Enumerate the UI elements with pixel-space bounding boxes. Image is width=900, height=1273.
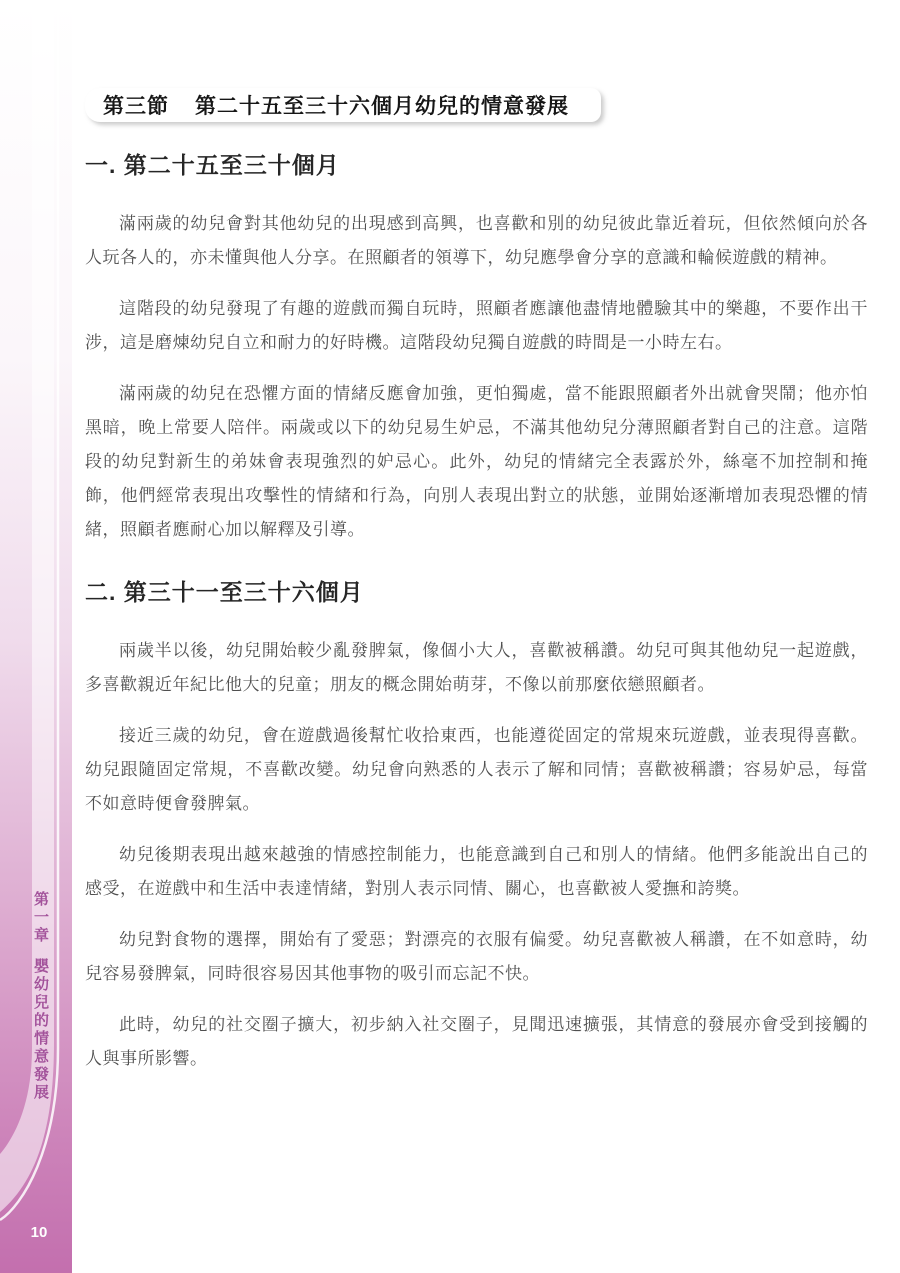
chapter-sidebar [0, 0, 72, 1273]
paragraph-1-1: 滿兩歲的幼兒會對其他幼兒的出現感到高興，也喜歡和別的幼兒彼此靠近着玩，但依然傾向於各人玩各人的，亦未懂與他人分享。在照顧者的領導下，幼兒應學會分享的意識和輪候遊戲的精神。 [85, 214, 868, 267]
paragraph-2-5: 此時，幼兒的社交圈子擴大，初步納入社交圈子，見聞迅速擴張，其情意的發展亦會受到接觸的人與事所影響。 [85, 1015, 868, 1068]
paragraph-1-3: 滿兩歲的幼兒在恐懼方面的情緒反應會加強，更怕獨處，當不能跟照顧者外出就會哭鬧；他亦怕黑暗，晚上常要人陪伴。兩歲或以下的幼兒易生妒忌，不滿其他幼兒分薄照顧者對自己的注意。這階段的幼兒對新生的弟妹會表現強烈的妒忌心。此外，幼兒的情緒完全表露於外，絲毫不加控制和掩飾，他們經常表現出攻擊性的情緒和行為，向別人表現出對立的狀態，並開始逐漸增加表現恐懼的情緒，照顧者應耐心加以解釋及引導。 [85, 384, 868, 539]
paragraph-2-1: 兩歲半以後，幼兒開始較少亂發脾氣，像個小大人，喜歡被稱讚。幼兒可與其他幼兒一起遊戲，多喜歡親近年紀比他大的兒童；朋友的概念開始萌芽，不像以前那麼依戀照顧者。 [85, 641, 868, 694]
subsection-heading-1: 一. 第二十五至三十個月 [85, 152, 340, 178]
main-content [85, 88, 868, 1093]
subsection-heading-2: 二. 第三十一至三十六個月 [85, 579, 364, 605]
page-number: 10 [30, 1224, 48, 1241]
paragraph-2-4: 幼兒對食物的選擇，開始有了愛惡；對漂亮的衣服有偏愛。幼兒喜歡被人稱讚，在不如意時，幼兒容易發脾氣，同時很容易因其他事物的吸引而忘記不快。 [85, 930, 868, 983]
paragraph-2-2: 接近三歲的幼兒，會在遊戲過後幫忙收拾東西，也能遵從固定的常規來玩遊戲，並表現得喜歡。幼兒跟隨固定常規，不喜歡改變。幼兒會向熟悉的人表示了解和同情；喜歡被稱讚；容易妒忌，每當不如意時便會發脾氣。 [85, 726, 868, 813]
section-number-label: 第三節 [103, 95, 169, 118]
paragraph-1-2: 這階段的幼兒發現了有趣的遊戲而獨自玩時，照顧者應讓他盡情地體驗其中的樂趣，不要作出干涉，這是磨煉幼兒自立和耐力的好時機。這階段幼兒獨自遊戲的時間是一小時左右。 [85, 299, 868, 352]
section-header-bar [85, 88, 601, 122]
sidebar-chapter-title: 嬰幼兒的情意發展 [32, 958, 49, 1102]
sidebar-chapter-number: 第一章 [32, 891, 49, 945]
paragraph-2-3: 幼兒後期表現出越來越強的情感控制能力，也能意識到自己和別人的情緒。他們多能說出自己的感受，在遊戲中和生活中表達情緒，對別人表示同情、關心，也喜歡被人愛撫和誇獎。 [85, 845, 868, 898]
section-title: 第二十五至三十六個月幼兒的情意發展 [195, 95, 569, 118]
